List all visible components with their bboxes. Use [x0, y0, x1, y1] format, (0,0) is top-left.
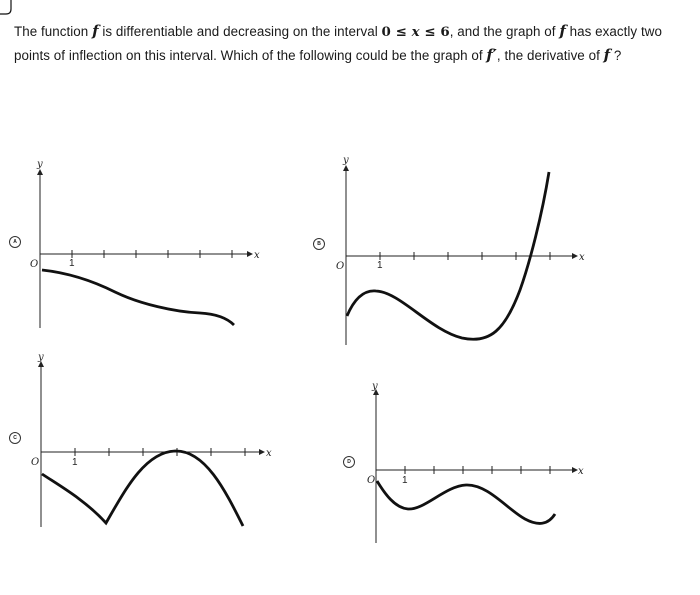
option-d-curve — [377, 481, 555, 523]
option-b-origin-label: O — [336, 261, 345, 272]
derivative-symbol: f′ — [486, 46, 497, 64]
option-c-x-label: x — [266, 448, 272, 459]
option-d-origin-label: O — [367, 475, 376, 486]
option-d-y-label: y — [372, 381, 378, 392]
option-b-y-label: y — [343, 155, 349, 166]
option-a-letter: A — [13, 239, 17, 245]
question-part4: has exactly two points of inflection on this interval. Which of the following could be the graph of — [14, 24, 662, 63]
option-a-y-label: y — [37, 159, 43, 170]
option-a-x-label: x — [254, 250, 260, 261]
question-part1: The function — [14, 24, 93, 39]
function-symbol: f — [603, 46, 611, 64]
question-part2: is differentiable and decreasing on the interval — [98, 24, 382, 39]
option-d-letter: D — [347, 459, 351, 465]
function-symbol: f — [559, 22, 566, 40]
option-a-origin-label: O — [30, 259, 39, 270]
option-c-y-label: y — [38, 352, 44, 363]
option-d-x-label: x — [578, 466, 584, 477]
interval-variable: x — [411, 24, 420, 40]
option-b-letter: B — [317, 241, 321, 247]
option-b-x-label: x — [579, 252, 585, 263]
question-part5: , the derivative of — [496, 48, 604, 63]
option-a-tick-label: 1 — [69, 258, 75, 269]
question-part3: , and the graph of — [449, 24, 560, 39]
option-c-origin-label: O — [31, 457, 40, 468]
leq-symbol: ≤ — [419, 24, 441, 40]
interval-upper: 6 — [440, 24, 450, 40]
interval-lower: 0 — [381, 24, 391, 40]
option-c-letter: C — [13, 435, 17, 441]
function-symbol: f — [92, 22, 99, 40]
question-part6: ? — [610, 48, 622, 63]
leq-symbol: ≤ — [390, 24, 412, 40]
option-c-tick-label: 1 — [72, 457, 78, 468]
option-b-tick-label: 1 — [377, 260, 383, 271]
option-d-tick-label: 1 — [402, 475, 408, 486]
